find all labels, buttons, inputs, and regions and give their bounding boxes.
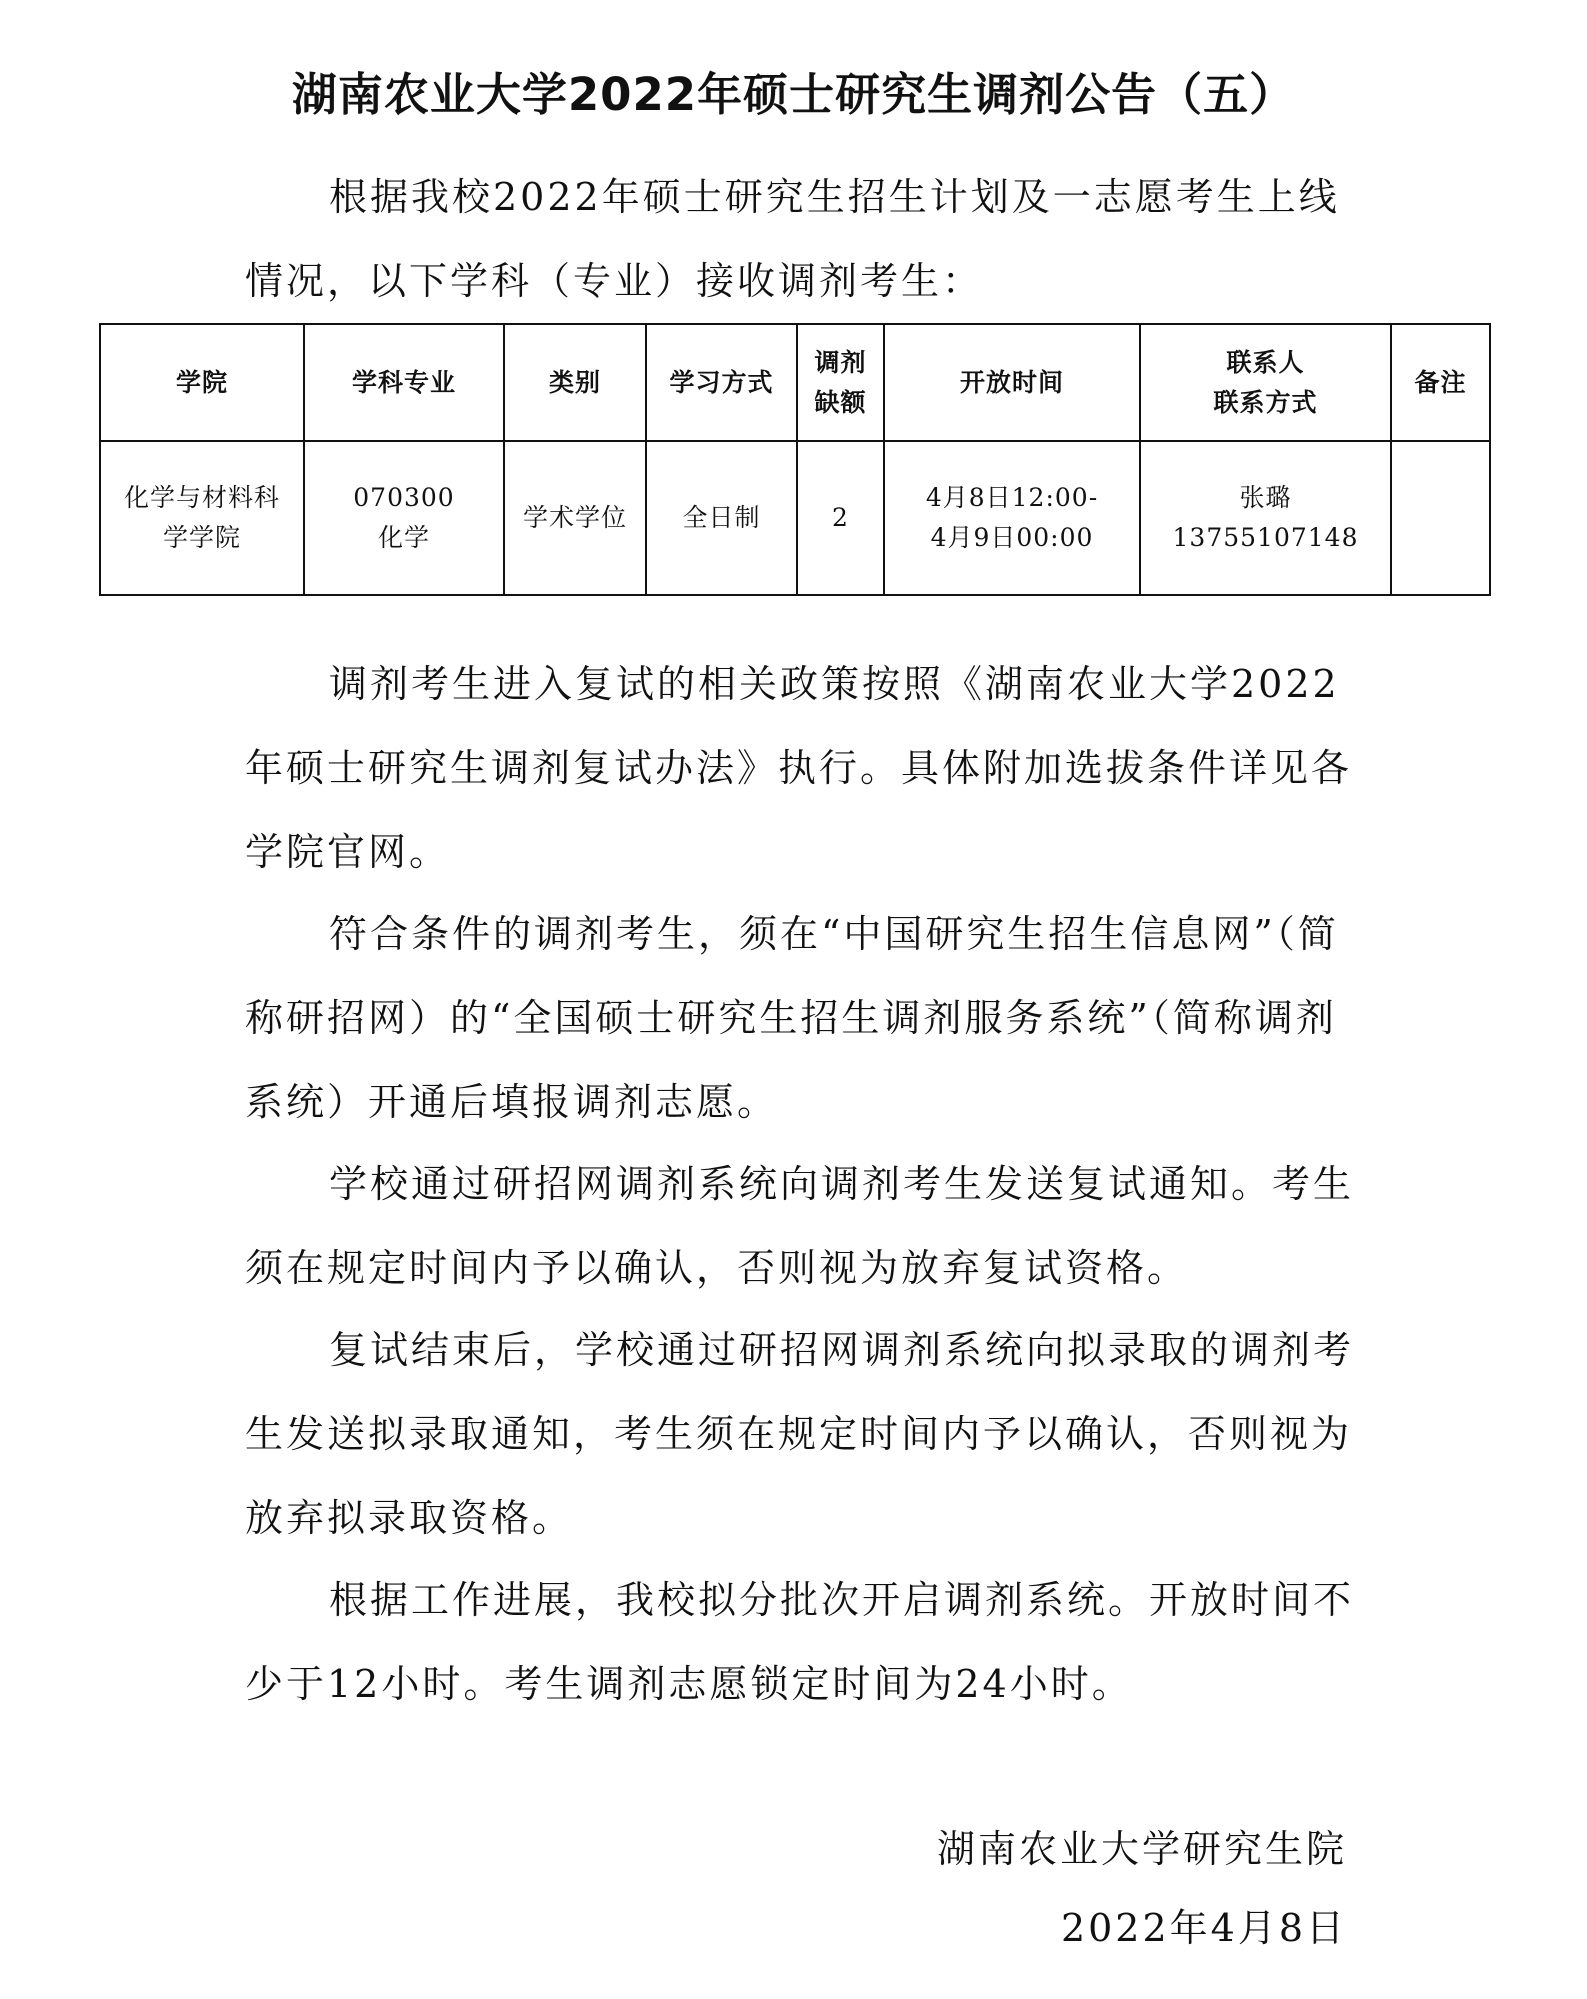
header-college: 学院 [100,324,304,441]
header-contact-line1: 联系人 [1226,347,1305,377]
header-vacancies-line1: 调剂 [814,347,867,377]
header-major: 学科专业 [304,324,504,441]
intro-paragraph: 根据我校2022年硕士研究生招生计划及一志愿考生上线情况，以下学科（专业）接收调剂考生： [245,175,1340,303]
header-open-time: 开放时间 [884,324,1140,441]
cell-study-mode: 全日制 [646,441,797,595]
header-vacancies [797,324,884,441]
cell-remarks [1391,441,1490,595]
page-title: 湖南农业大学2022年硕士研究生调剂公告（五） [291,68,1296,121]
signature-organization: 湖南农业大学研究生院 [936,1827,1347,1871]
cell-category: 学术学位 [504,441,646,595]
major-name: 化学 [377,523,430,552]
table-row [100,441,1490,595]
header-vacancies-line2: 缺额 [814,387,867,417]
cell-contact [1140,441,1391,595]
college-line2: 学学院 [162,523,241,552]
cell-vacancies: 2 [797,441,884,595]
open-time-line2: 4月9日00:00 [930,523,1094,552]
admission-notice-paragraph: 复试结束后，学校通过研招网调剂系统向拟录取的调剂考生发送拟录取通知，考生须在规定时间内予以确认，否则视为放弃拟录取资格。 [245,1328,1355,1540]
interview-notice-paragraph: 学校通过研招网调剂系统向调剂考生发送复试通知。考生须在规定时间内予以确认，否则视为放弃复试资格。 [245,1162,1355,1290]
header-category: 类别 [504,324,646,441]
quota-table [99,323,1491,596]
contact-phone: 13755107148 [1172,523,1359,552]
open-time-line1: 4月8日12:00- [925,483,1099,512]
application-paragraph: 符合条件的调剂考生，须在“中国研究生招生信息网”（简称研招网）的“全国硕士研究生招生调剂服务系统”（简称调剂系统）开通后填报调剂志愿。 [245,912,1339,1124]
major-code: 070300 [353,483,455,512]
header-contact-line2: 联系方式 [1213,387,1318,417]
contact-name: 张璐 [1239,483,1292,512]
cell-open-time [884,441,1140,595]
cell-college [100,441,304,595]
table-header-row [100,324,1490,441]
header-contact [1140,324,1391,441]
college-line1: 化学与材料科 [123,483,280,512]
signature-date: 2022年4月8日 [1060,1906,1347,1950]
header-study-mode: 学习方式 [646,324,797,441]
system-schedule-paragraph: 根据工作进展，我校拟分批次开启调剂系统。开放时间不少于12小时。考生调剂志愿锁定时间为24小时。 [245,1578,1355,1706]
cell-major [304,441,504,595]
policy-paragraph: 调剂考生进入复试的相关政策按照《湖南农业大学2022年硕士研究生调剂复试办法》执行。具体附加选拔条件详见各学院官网。 [245,662,1353,874]
header-remarks: 备注 [1391,324,1490,441]
